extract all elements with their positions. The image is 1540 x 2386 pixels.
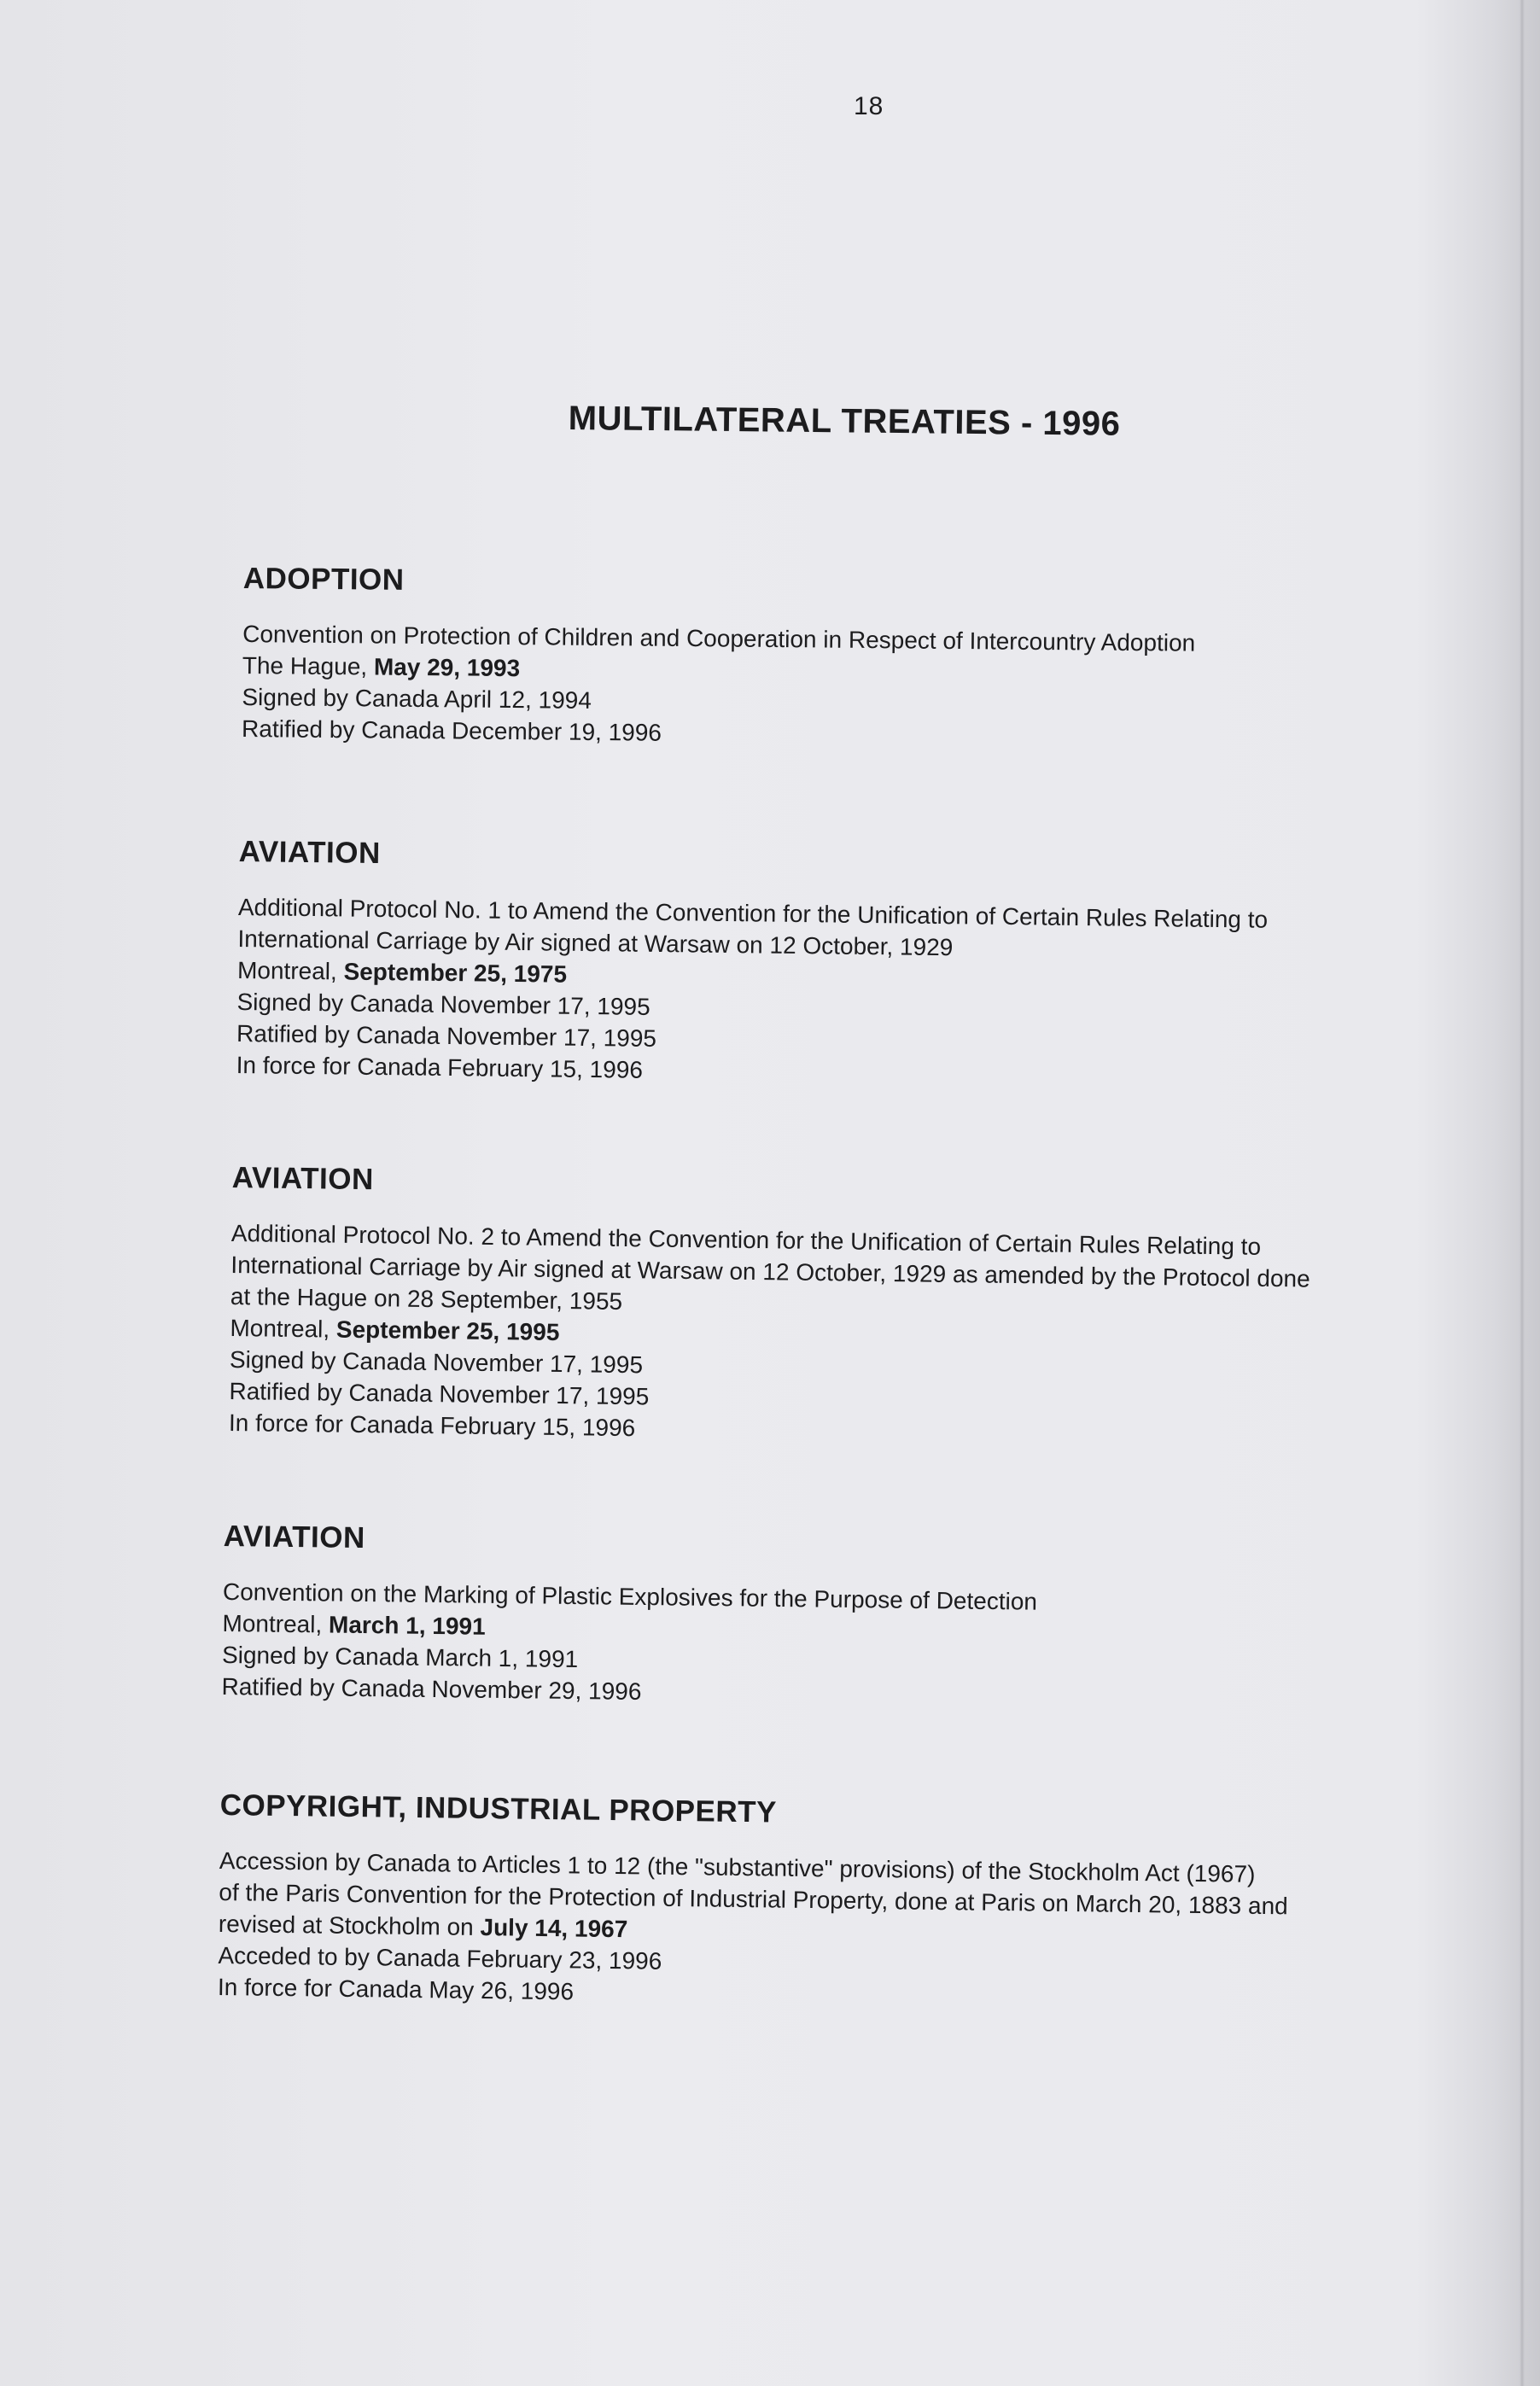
date-text: September 25, 1975 <box>343 958 568 988</box>
treaty-name-line: Accession by Canada to Articles 1 to 12 (the "substantive" provisions) of the Stockholm Act (1967) <box>219 1846 1256 1887</box>
treaty-section-aviation-3 <box>221 1520 1038 1712</box>
document-title: MULTILATERAL TREATIES - 1996 <box>568 400 1121 443</box>
ratified-line: Ratified by Canada November 29, 1996 <box>221 1672 642 1705</box>
date-text: March 1, 1991 <box>328 1611 486 1640</box>
ratified-line: Ratified by Canada November 17, 1995 <box>229 1377 650 1410</box>
place-text: Montreal, <box>236 956 344 985</box>
signed-line: Signed by Canada April 12, 1994 <box>242 683 592 714</box>
treaty-name-line: Additional Protocol No. 1 to Amend the Convention for the Unification of Certain Rules Relating to <box>237 893 1269 933</box>
place-text: Montreal, <box>230 1314 337 1343</box>
section-heading: AVIATION <box>223 1520 366 1555</box>
signed-line: Signed by Canada November 17, 1995 <box>236 988 650 1020</box>
acceded-line: Acceded to by Canada February 23, 1996 <box>218 1941 662 1975</box>
treaty-name-line: Convention on Protection of Children and Cooperation in Respect of Intercountry Adoption <box>242 620 1196 656</box>
place-text: Montreal, <box>222 1609 330 1638</box>
treaty-name-line: Additional Protocol No. 2 to Amend the Convention for the Unification of Certain Rules Relating to <box>230 1219 1262 1260</box>
in-force-line: In force for Canada May 26, 1996 <box>217 1973 575 2005</box>
treaty-section-adoption <box>242 562 1196 754</box>
section-heading: COPYRIGHT, INDUSTRIAL PROPERTY <box>219 1788 778 1829</box>
date-text: July 14, 1967 <box>480 1914 628 1943</box>
signed-line: Signed by Canada March 1, 1991 <box>221 1641 579 1673</box>
page-edge-shadow <box>1520 0 1525 2386</box>
treaty-section-aviation-1 <box>236 835 1269 1094</box>
treaty-name-line: International Carriage by Air signed at Warsaw on 12 October, 1929 <box>237 925 954 961</box>
section-heading: AVIATION <box>238 835 382 871</box>
place-text: revised at Stockholm on <box>218 1910 481 1940</box>
treaty-name-line: of the Paris Convention for the Protection of Industrial Property, done at Paris on March 20, 1883 and <box>219 1878 1288 1920</box>
in-force-line: In force for Canada February 15, 1996 <box>236 1051 644 1083</box>
signed-line: Signed by Canada November 17, 1995 <box>229 1345 644 1379</box>
date-text: September 25, 1995 <box>335 1316 560 1346</box>
treaty-name-line: at the Hague on 28 September, 1955 <box>230 1282 623 1315</box>
treaty-name-line: Convention on the Marking of Plastic Explosives for the Purpose of Detection <box>222 1578 1038 1615</box>
section-heading: ADOPTION <box>242 562 405 597</box>
treaty-section-aviation-2 <box>229 1161 1312 1453</box>
treaty-name-line: International Carriage by Air signed at Warsaw on 12 October, 1929 as amended by the Protocol done <box>230 1251 1310 1292</box>
ratified-line: Ratified by Canada November 17, 1995 <box>236 1019 657 1052</box>
place-text: The Hague, <box>242 651 375 680</box>
section-heading: AVIATION <box>231 1161 375 1197</box>
ratified-line: Ratified by Canada December 19, 1996 <box>241 715 662 746</box>
treaty-section-copyright <box>218 1788 1290 2016</box>
date-text: May 29, 1993 <box>373 653 521 682</box>
page-number: 18 <box>854 92 884 120</box>
in-force-line: In force for Canada February 15, 1996 <box>228 1409 636 1442</box>
